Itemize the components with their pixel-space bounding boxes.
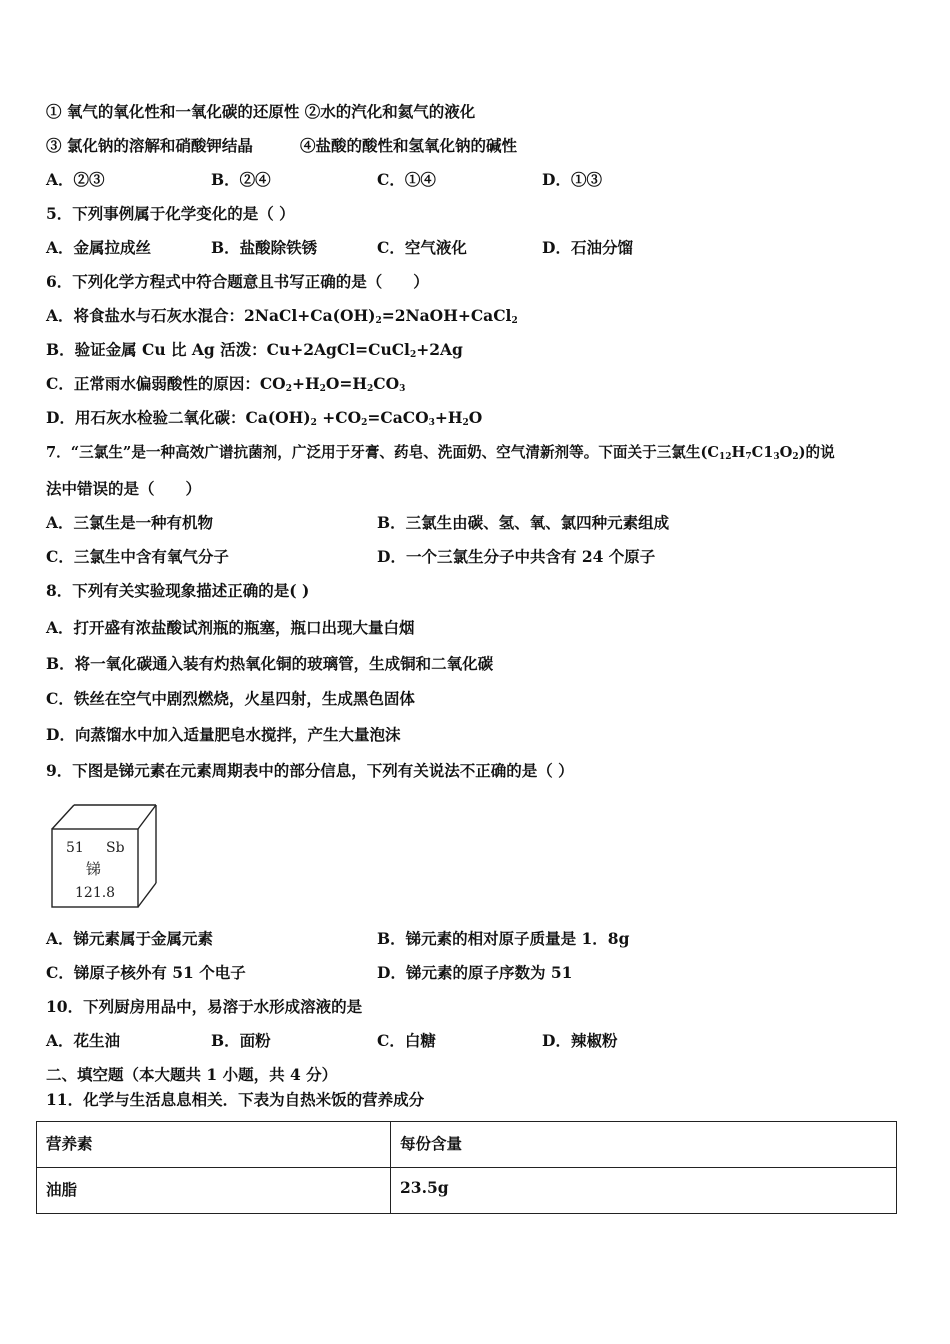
element-card-frame — [46, 801, 160, 909]
q4-option-b: B．②④ — [211, 170, 271, 189]
q4-line2b: ④盐酸的酸性和氢氧化钠的碱性 — [300, 136, 518, 155]
q8-option-a: A．打开盛有浓盐酸试剂瓶的瓶塞，瓶口出现大量白烟 — [46, 618, 415, 637]
q4-option-c: C．①④ — [377, 170, 436, 189]
section-heading: 二、填空题（本大题共 1 小题，共 4 分） — [46, 1065, 338, 1084]
atomic-mass: 121.8 — [75, 885, 116, 901]
table-header-cell: 营养素 — [37, 1122, 391, 1168]
q6-option-c: C．正常雨水偏弱酸性的原因：$CO_2+H_2O=H_2CO_3$ — [46, 374, 406, 394]
q10-option-b: B．面粉 — [211, 1031, 271, 1050]
q4-line1: ① 氧气的氧化性和一氧化碳的还原性 ②水的汽化和氦气的液化 — [46, 102, 476, 121]
q10-option-d: D．辣椒粉 — [542, 1031, 618, 1050]
q9-option-d: D．锑元素的原子序数为 51 — [377, 963, 573, 982]
element-name: 锑 — [86, 860, 102, 878]
table-header-row — [37, 1122, 897, 1168]
q4-option-d: D．①③ — [542, 170, 602, 189]
q7-option-a: A．三氯生是一种有机物 — [46, 513, 214, 532]
q8-option-c: C．铁丝在空气中剧烈燃烧，火星四射，生成黑色固体 — [46, 689, 415, 708]
table-header-cell: 每份含量 — [391, 1122, 897, 1168]
q5-option-d: D．石油分馏 — [542, 238, 633, 257]
element-card-antimony — [46, 801, 160, 909]
q7-option-d: D．一个三氯生分子中共含有 24 个原子 — [377, 547, 656, 566]
q6-option-d: D．用石灰水检验二氧化碳：$Ca(OH)_2$ $+CO_2=CaCO_3+H_2O$ — [46, 408, 483, 428]
q8-stem: 8．下列有关实验现象描述正确的是( ) — [46, 581, 310, 600]
table-cell: 23.5g — [391, 1168, 897, 1214]
q11-stem: 11．化学与生活息息相关．下表为自热米饭的营养成分 — [46, 1090, 425, 1109]
q7-option-c: C．三氯生中含有氧气分子 — [46, 547, 229, 566]
q9-option-a: A．锑元素属于金属元素 — [46, 929, 214, 948]
q8-option-b: B．将一氧化碳通入装有灼热氧化铜的玻璃管，生成铜和二氧化碳 — [46, 654, 494, 673]
q5-option-c: C．空气液化 — [377, 238, 467, 257]
atomic-number: 51 — [66, 840, 84, 856]
nutrition-table — [36, 1121, 897, 1214]
q7-stem-line2: 法中错误的是（ ） — [46, 479, 202, 498]
element-symbol: Sb — [106, 840, 125, 856]
q9-stem: 9．下图是锑元素在元素周期表中的部分信息，下列有关说法不正确的是（ ） — [46, 761, 574, 780]
q10-stem: 10．下列厨房用品中，易溶于水形成溶液的是 — [46, 997, 363, 1016]
q7-option-b: B．三氯生由碳、氢、氧、氯四种元素组成 — [377, 513, 670, 532]
q6-stem: 6．下列化学方程式中符合题意且书写正确的是（ ） — [46, 272, 429, 291]
table-cell: 油脂 — [37, 1168, 391, 1214]
table-row — [37, 1168, 897, 1214]
q5-option-b: B．盐酸除铁锈 — [211, 238, 318, 257]
q4-option-a: A．②③ — [46, 170, 105, 189]
q5-stem: 5．下列事例属于化学变化的是（ ） — [46, 204, 295, 223]
q6-option-a: A．将食盐水与石灰水混合：$2NaCl+Ca(OH)_2=2NaOH+CaCl_2$ — [46, 306, 518, 326]
q4-line2a: ③ 氯化钠的溶解和硝酸钾结晶 — [46, 136, 253, 155]
q9-option-c: C．锑原子核外有 51 个电子 — [46, 963, 246, 982]
q10-option-a: A．花生油 — [46, 1031, 121, 1050]
q5-option-a: A．金属拉成丝 — [46, 238, 152, 257]
q10-option-c: C．白糖 — [377, 1031, 436, 1050]
q9-option-b: B．锑元素的相对原子质量是 1．8g — [377, 929, 630, 948]
q6-option-b: B．验证金属 Cu 比 Ag 活泼：Cu+2AgCl=CuCl$_2$+2Ag — [46, 340, 463, 360]
q8-option-d: D．向蒸馏水中加入适量肥皂水搅拌，产生大量泡沫 — [46, 725, 401, 744]
q7-stem-line1: 7．“三氯生”是一种高效广谱抗菌剂，广泛用于牙膏、药皂、洗面奶、空气清新剂等。下面关于三氯生$(C_{12}H_7C1_3O_2)$的说 — [46, 444, 835, 462]
